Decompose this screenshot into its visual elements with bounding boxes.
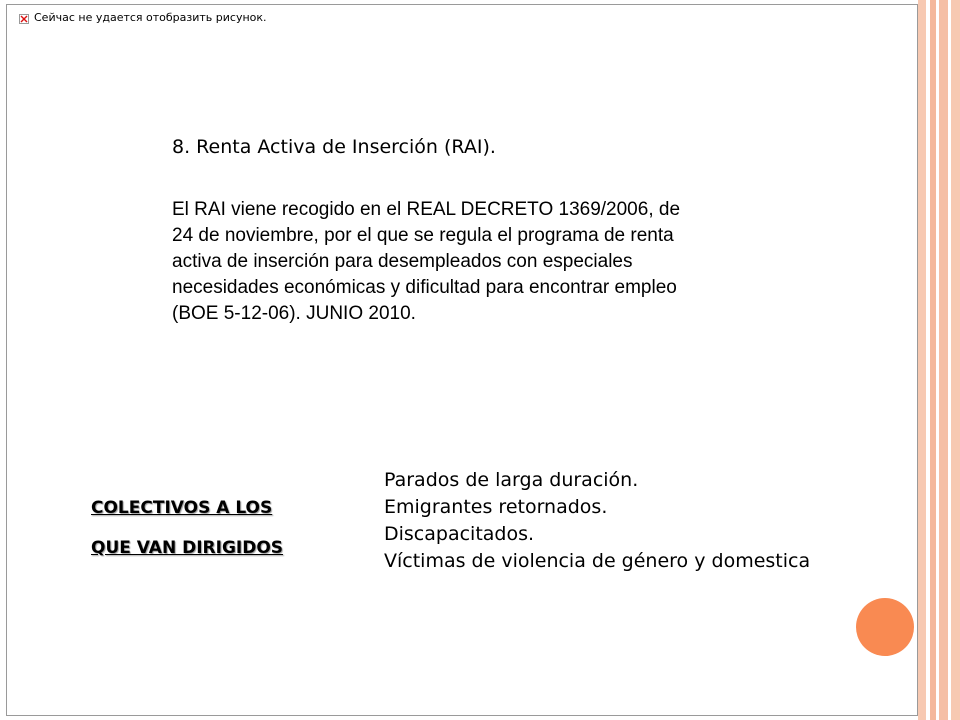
broken-image-icon [19, 14, 29, 24]
paragraph-line: (BOE 5-12-06). JUNIO 2010. [172, 303, 416, 324]
colectivos-line: QUE VAN DIRIGIDOS [91, 538, 284, 558]
list-item: Parados de larga duración. [384, 469, 639, 491]
paragraph-line: activa de inserción para desempleados con especiales [172, 251, 633, 272]
paragraph-line: El RAI viene recogido en el REAL DECRETO 1369/2006, de [172, 199, 681, 220]
decorative-stripes [918, 0, 960, 720]
list-item: Víctimas de violencia de género y domestica [384, 550, 811, 572]
list-item: Discapacitados. [384, 523, 535, 545]
broken-image-placeholder [6, 4, 918, 716]
decorative-circle [856, 598, 914, 656]
paragraph-line: necesidades económicas y dificultad para encontrar empleo [172, 277, 677, 298]
description-paragraph [172, 197, 832, 327]
placeholder-message: Сейчас не удается отобразить рисунок. [34, 11, 267, 24]
slide-title: 8. Renta Activa de Inserción (RAI). [172, 136, 496, 158]
colectivos-heading [91, 488, 283, 568]
list-item: Emigrantes retornados. [384, 496, 608, 518]
target-groups-list [384, 467, 810, 575]
colectivos-line: COLECTIVOS A LOS [91, 498, 273, 518]
paragraph-line: 24 de noviembre, por el que se regula el programa de renta [172, 225, 674, 246]
